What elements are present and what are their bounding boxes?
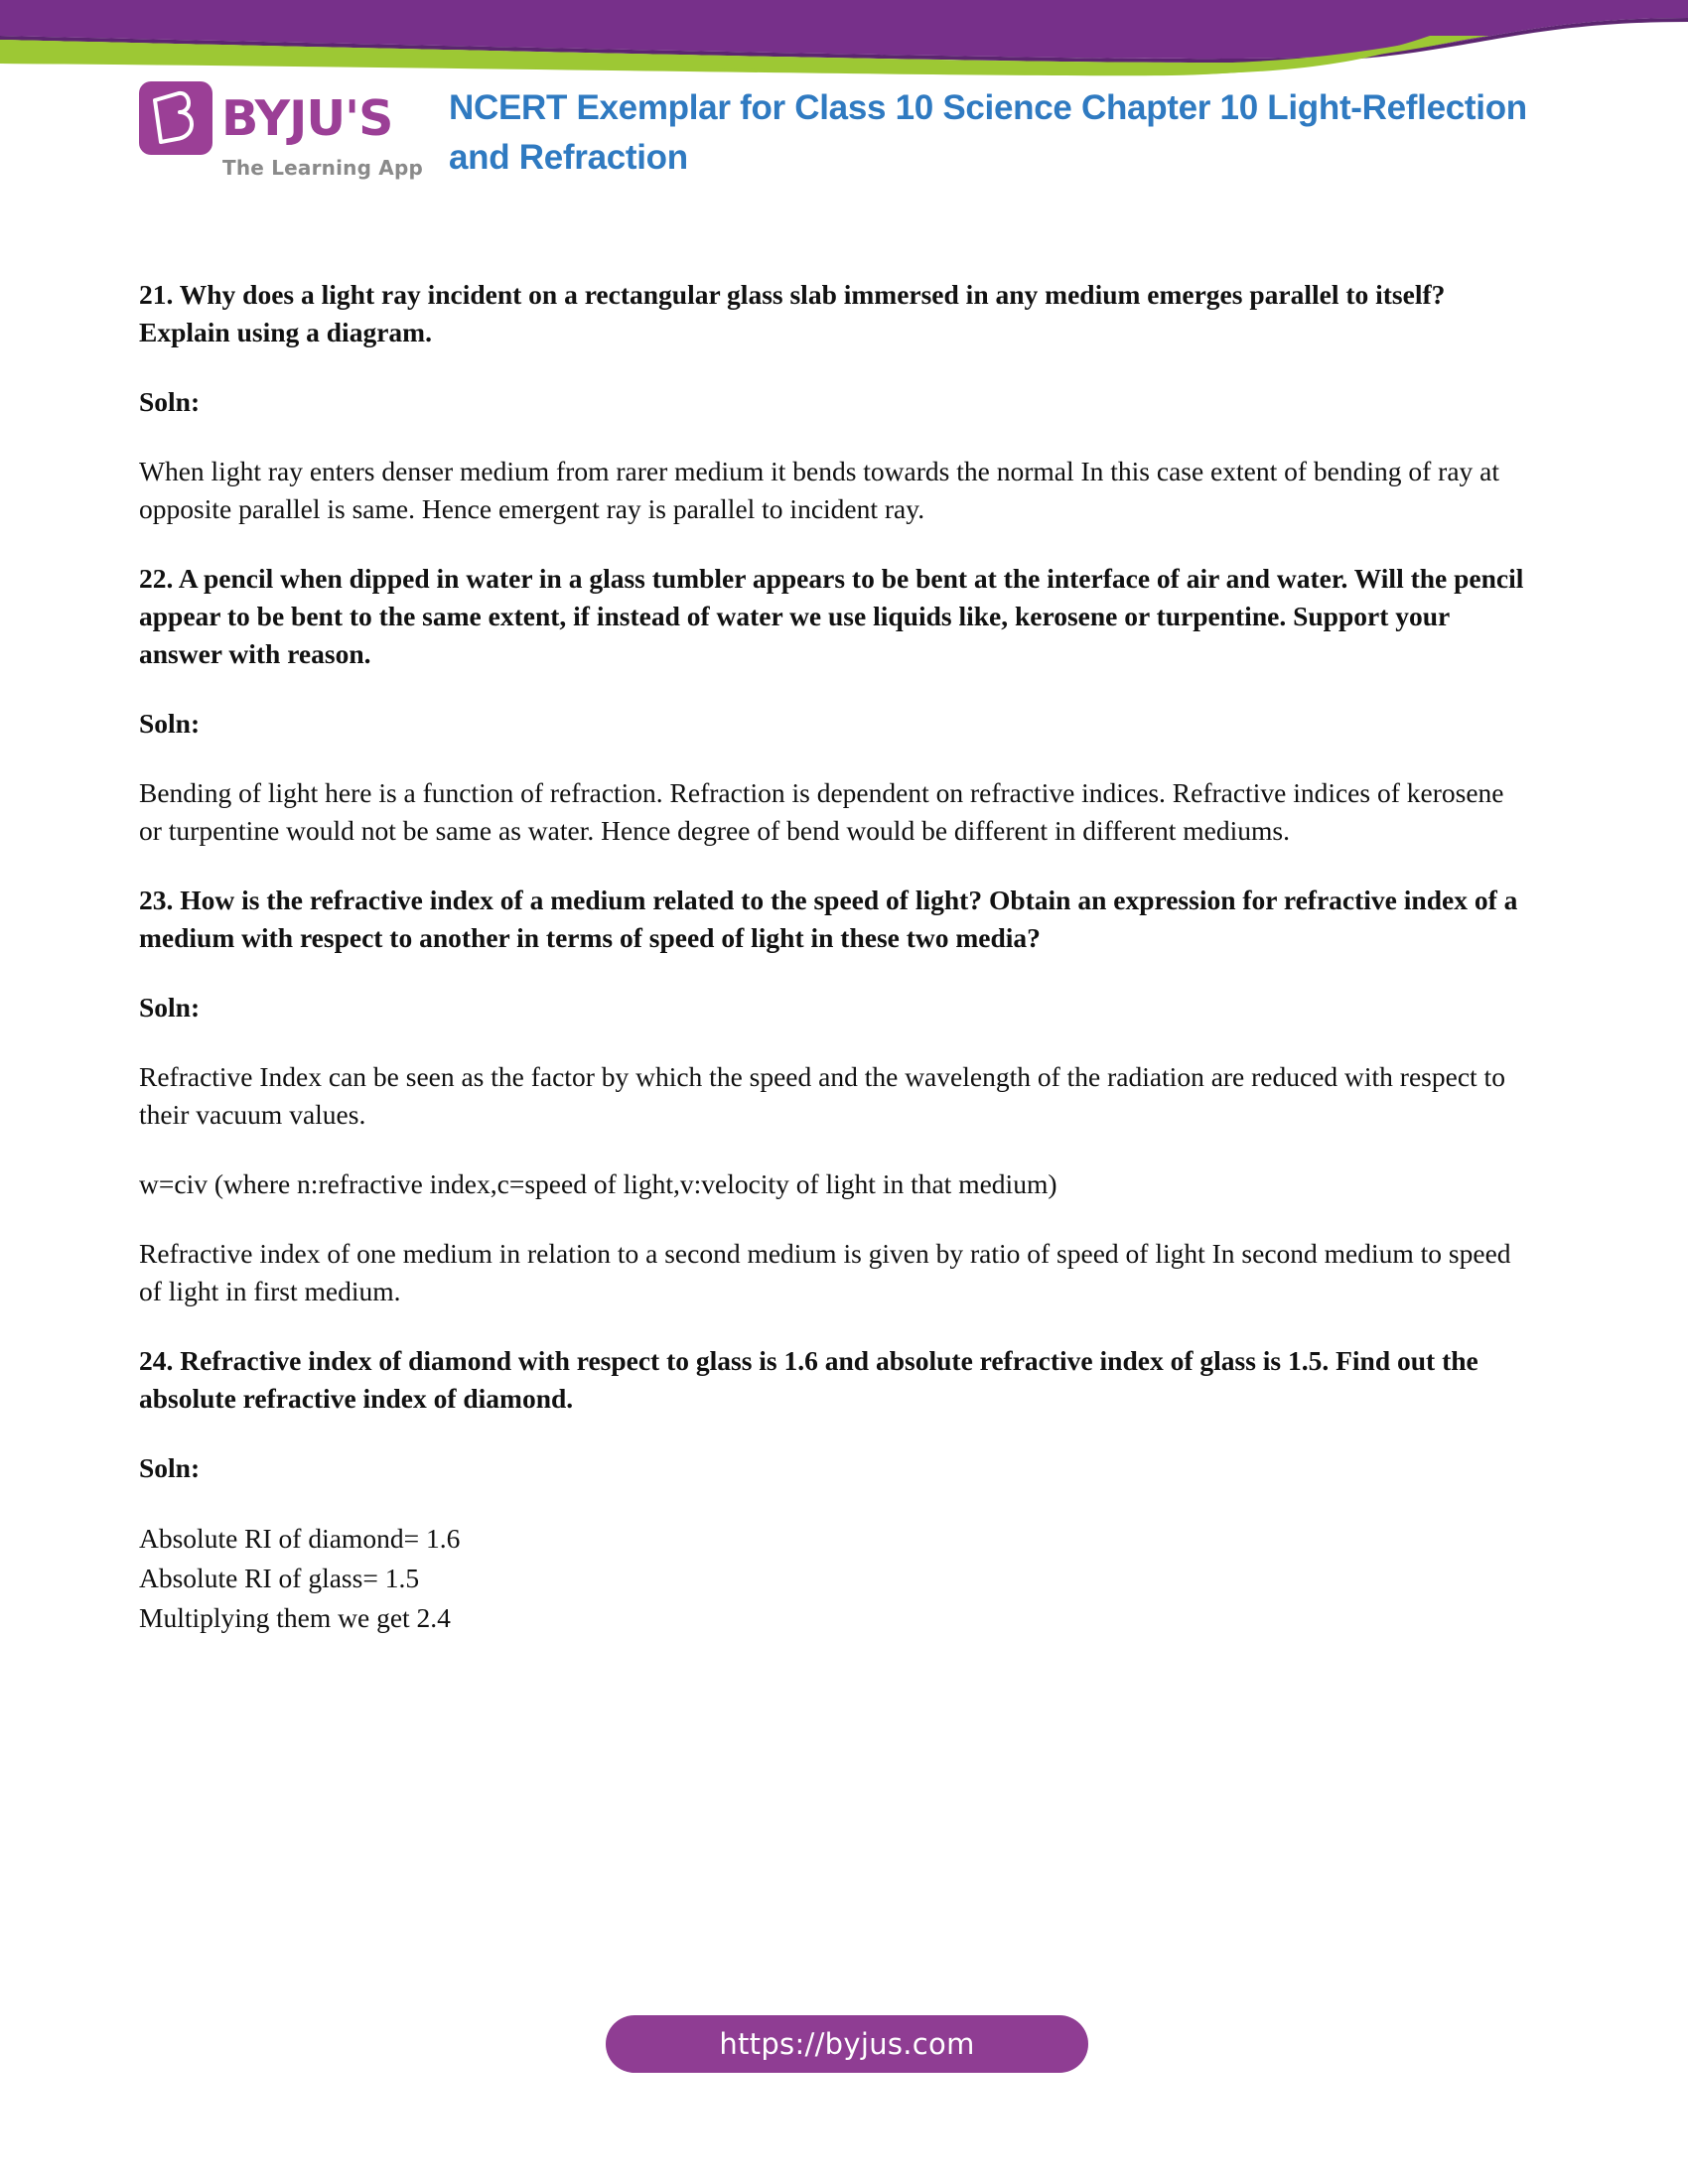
byjus-url-label: https://byjus.com: [719, 2027, 975, 2061]
question-21: 21. Why does a light ray incident on a rectangular glass slab immersed in any medium emerges parallel to itself? Explain using a diagram.: [139, 279, 1446, 347]
answer-23-part-1: Refractive Index can be seen as the factor by which the speed and the wavelength of the radiation are reduced with respect to their vacuum values.: [139, 1061, 1505, 1130]
question-23: 23. How is the refractive index of a medium related to the speed of light? Obtain an expression for refractive index of a medium with respect to another in terms of speed of light in these two media?: [139, 885, 1518, 953]
soln-label-22: Soln:: [139, 708, 201, 739]
logo-row: [139, 81, 437, 155]
byjus-b-logo-icon: [139, 81, 212, 155]
answer-23-part-2: Refractive index of one medium in relation to a second medium is given by ratio of speed of light In second medium to speed of light in first medium.: [139, 1238, 1511, 1306]
question-24: 24. Refractive index of diamond with respect to glass is 1.6 and absolute refractive index of glass is 1.5. Find out the absolute refractive index of diamond.: [139, 1345, 1478, 1414]
byjus-url-button[interactable]: [606, 2015, 1088, 2073]
logo-wordmark: BYJU'S: [221, 89, 393, 147]
soln-label-24: Soln:: [139, 1452, 201, 1483]
answer-22: Bending of light here is a function of refraction. Refraction is dependent on refractive indices. Refractive indices of kerosene or turpentine would not be same as water. Hence degree of bend would be different in different mediums.: [139, 777, 1504, 846]
header-decoration-banner: [0, 0, 1688, 89]
byjus-logo[interactable]: [139, 77, 437, 180]
page-title: NCERT Exemplar for Class 10 Science Chapter 10 Light-Reflection and Refraction: [449, 88, 1527, 177]
answer-21: When light ray enters denser medium from rarer medium it bends towards the normal In this case extent of bending of ray at opposite parallel is same. Hence emergent ray is parallel to incident ray.: [139, 456, 1499, 524]
question-22: 22. A pencil when dipped in water in a glass tumbler appears to be bent at the interface of air and water. Will the pencil appear to be bent to the same extent, if instead of water we use liquids like, kerosene or turpentine. Support your answer with reason.: [139, 563, 1524, 669]
soln-label-21: Soln:: [139, 386, 201, 417]
page-header: [139, 77, 1529, 183]
document-body: [139, 276, 1529, 1670]
soln-label-23: Soln:: [139, 992, 201, 1023]
header-purple-top: [0, 0, 1688, 8]
answer-24-line-2: Absolute RI of glass= 1.5: [139, 1563, 420, 1593]
answer-23-formula: w=civ (where n:refractive index,c=speed of light,v:velocity of light in that medium): [139, 1168, 1057, 1199]
answer-24-line-1: Absolute RI of diamond= 1.6: [139, 1523, 461, 1554]
answer-24-line-3: Multiplying them we get 2.4: [139, 1602, 451, 1633]
logo-tagline: The Learning App: [222, 156, 423, 180]
